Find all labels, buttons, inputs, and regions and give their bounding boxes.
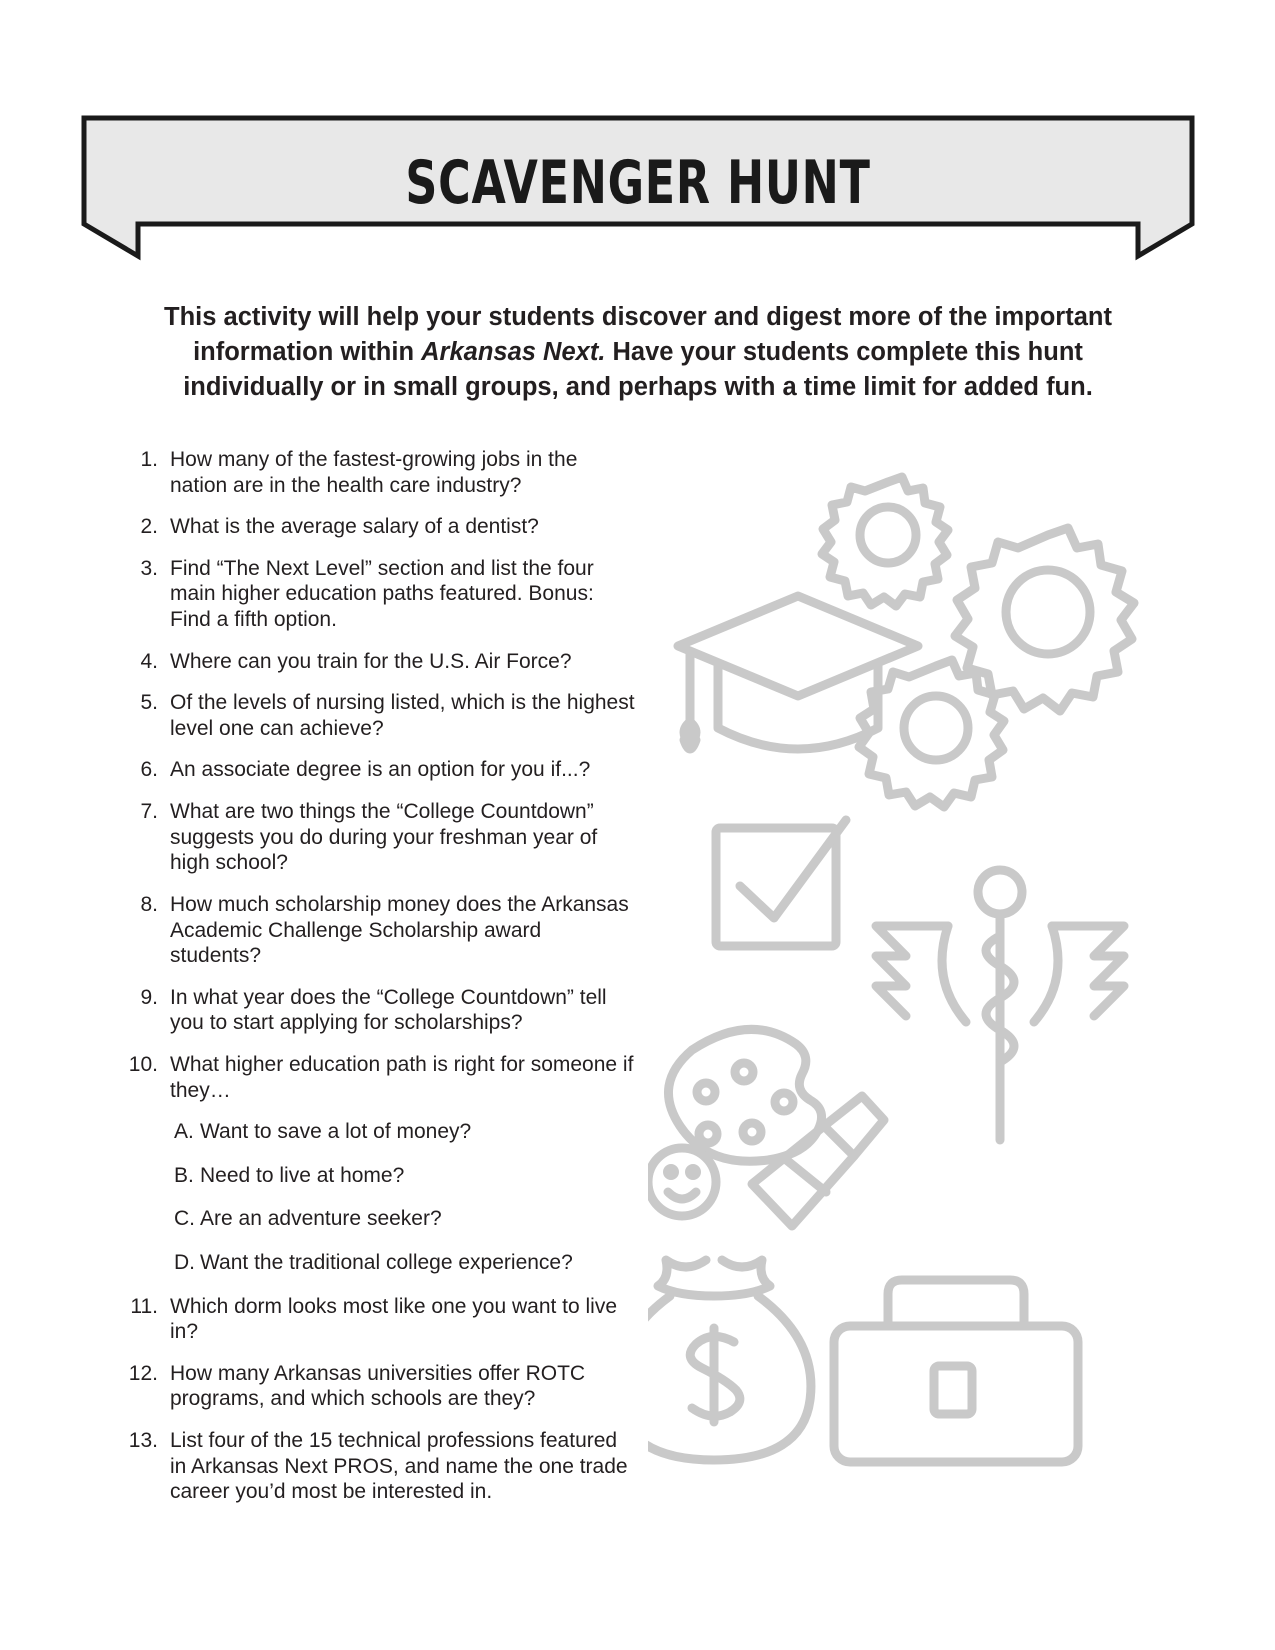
question-number: 8.: [140, 892, 158, 916]
list-item: [112, 447, 637, 498]
sub-question-text: Are an adventure seeker?: [200, 1207, 442, 1231]
gear-large-icon: [955, 528, 1134, 711]
sub-question-letter: D.: [174, 1251, 195, 1275]
list-item: [112, 1428, 637, 1505]
question-number: 9.: [140, 985, 158, 1009]
list-item: [112, 1163, 637, 1189]
list-item: [112, 1361, 637, 1412]
list-item: [112, 649, 637, 675]
question-text: Find “The Next Level” section and list the four main higher education paths featured. Bonus: Find a fifth option.: [170, 556, 594, 632]
money-bag-icon: [648, 1260, 811, 1460]
question-number: 5.: [140, 691, 158, 715]
question-number: 12.: [128, 1361, 158, 1385]
paintbrush-icon: [752, 1096, 884, 1226]
question-text: What are two things the “College Countdown” suggests you do during your freshman year of high school?: [170, 800, 598, 875]
sub-question-list: [112, 1119, 637, 1275]
question-number: 7.: [140, 800, 158, 824]
intro-paragraph: [128, 300, 1148, 406]
question-text: What is the average salary of a dentist?: [170, 515, 539, 539]
list-item: [112, 514, 637, 540]
paint-palette-icon: [668, 1029, 821, 1161]
list-item: [112, 1250, 637, 1276]
question-text: An associate degree is an option for you if...?: [170, 758, 591, 782]
checkbox-check-icon: [716, 820, 846, 946]
sub-question-letter: C.: [174, 1207, 195, 1231]
intro-text-part2: Have your students complete this hunt individually or in small groups, and perhaps with a time limit for added fun.: [183, 338, 1093, 402]
list-item: [112, 892, 637, 969]
sub-question-text: Want to save a lot of money?: [200, 1120, 472, 1144]
question-text: How many Arkansas universities offer ROTC programs, and which schools are they?: [170, 1361, 586, 1411]
question-text: List four of the 15 technical professions featured in Arkansas Next PROS, and name the one trade career you’d most be interested in.: [170, 1429, 628, 1504]
list-item: [112, 757, 637, 783]
sub-question-letter: B.: [174, 1163, 194, 1187]
decorative-artwork: [648, 440, 1208, 1470]
sub-question-text: Want the traditional college experience?: [200, 1251, 573, 1275]
list-item: [112, 1294, 637, 1345]
graduation-cap-icon: [678, 596, 918, 749]
question-text: In what year does the “College Countdown” tell you to start applying for scholarships?: [170, 985, 607, 1035]
question-number: 13.: [128, 1429, 158, 1453]
list-item: [112, 690, 637, 741]
sub-question-text: Need to live at home?: [200, 1163, 405, 1187]
question-text: Of the levels of nursing listed, which is the highest level one can achieve?: [170, 691, 635, 740]
list-item: [112, 799, 637, 876]
smiley-face-icon: [648, 1148, 716, 1216]
list-item: [112, 556, 637, 633]
question-text: What higher education path is right for someone if they…: [170, 1052, 634, 1102]
gear-icon: [859, 660, 1004, 807]
question-list: [112, 447, 637, 1521]
question-number: 1.: [140, 448, 158, 471]
list-item: [112, 1206, 637, 1232]
list-item: [112, 985, 637, 1036]
question-number: 10.: [128, 1052, 158, 1076]
question-number: 6.: [140, 758, 158, 782]
question-number: 3.: [140, 556, 158, 580]
briefcase-icon: [834, 1280, 1078, 1462]
intro-text-part1: This activity will help your students discover and digest more of the important information within: [164, 303, 1112, 367]
intro-emphasis: Arkansas Next.: [421, 338, 606, 367]
list-item: [112, 1052, 637, 1103]
question-text: How many of the fastest-growing jobs in the nation are in the health care industry?: [170, 448, 578, 497]
list-item: [112, 1119, 637, 1145]
caduceus-icon: [876, 870, 1124, 1140]
question-text: Which dorm looks most like one you want to live in?: [170, 1294, 618, 1344]
question-number: 4.: [140, 649, 158, 673]
question-number: 11.: [130, 1294, 158, 1318]
page-title: SCAVENGER HUNT: [405, 148, 871, 218]
question-number: 2.: [140, 515, 158, 539]
sub-question-letter: A.: [174, 1120, 194, 1144]
gear-small-icon: [822, 477, 948, 606]
question-text: Where can you train for the U.S. Air Force?: [170, 649, 572, 673]
page-banner: [78, 112, 1198, 262]
question-text: How much scholarship money does the Arkansas Academic Challenge Scholarship award students?: [170, 892, 629, 968]
